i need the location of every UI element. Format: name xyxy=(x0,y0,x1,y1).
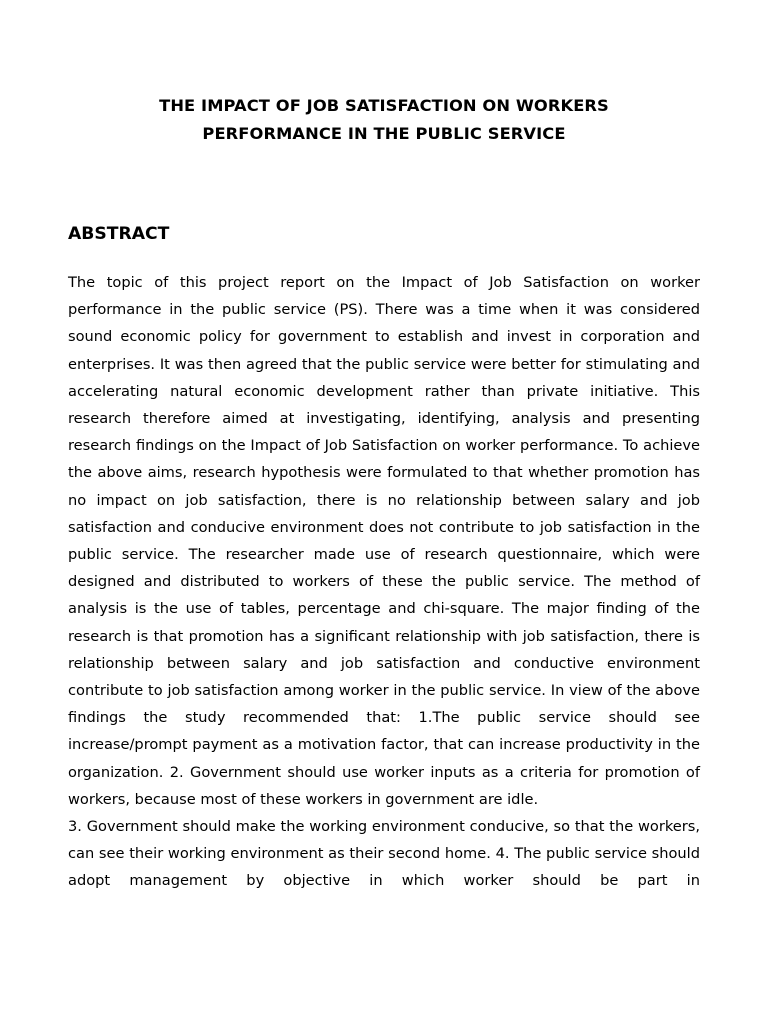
document-title xyxy=(68,92,700,148)
abstract-body xyxy=(68,269,700,895)
abstract-paragraph-1: The topic of this project report on the Impact of Job Satisfaction on worker performance in the public service (PS). There was a time when it was considered sound economic policy for government to establish and invest in corporation and enterprises. It was then agreed that the public service were better for stimulating and accelerating natural economic development rather than private initiative. This research therefore aimed at investigating, identifying, analysis and presenting research findings on the Impact of Job Satisfaction on worker performance. To achieve the above aims, research hypothesis were formulated to that whether promotion has no impact on job satisfaction, there is no relationship between salary and job satisfaction and conducive environment does not contribute to job satisfaction in the public service. The researcher made use of research questionnaire, which were designed and distributed to workers of these the public service. The method of analysis is the use of tables, percentage and chi-square. The major finding of the research is that promotion has a significant relationship with job satisfaction, there is relationship between salary and job satisfaction and conductive environment contribute to job satisfaction among worker in the public service. In view of the above findings the study recommended that: 1.The public service should see increase/prompt payment as a motivation factor, that can increase productivity in the organization. 2. Government should use worker inputs as a criteria for promotion of workers, because most of these workers in government are idle. xyxy=(68,274,700,808)
section-heading: ABSTRACT xyxy=(68,224,170,244)
title-line-2: PERFORMANCE IN THE PUBLIC SERVICE xyxy=(202,124,566,143)
abstract-paragraph-2: 3. Government should make the working environment conducive, so that the workers, can see their working environment as their second home. 4. The public service should adopt management by objective in which worker should be part in xyxy=(68,818,700,890)
title-line-1: THE IMPACT OF JOB SATISFACTION ON WORKERS xyxy=(159,96,609,115)
